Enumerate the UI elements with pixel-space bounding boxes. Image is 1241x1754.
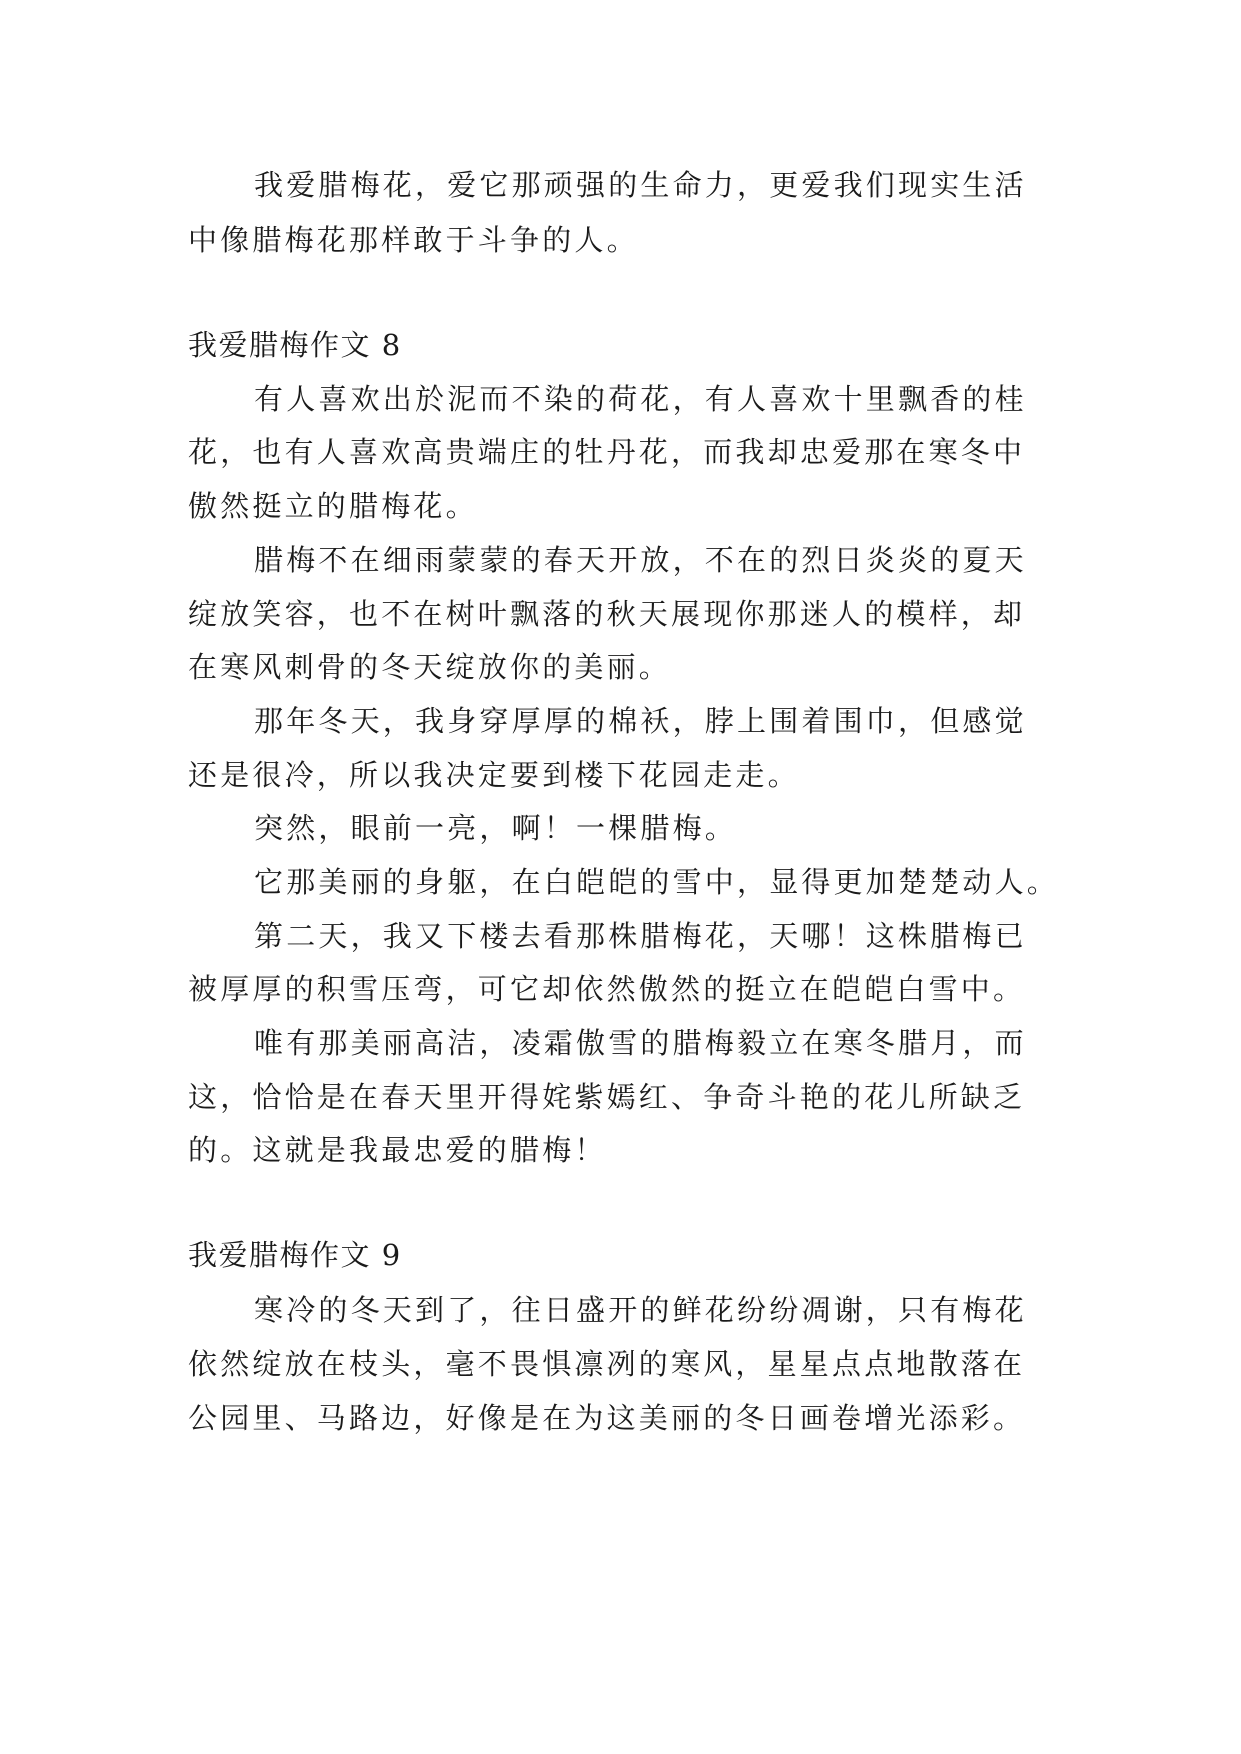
paragraph-line: 那年冬天，我身穿厚厚的棉袄，脖上围着围巾，但感觉 — [254, 704, 1027, 738]
paragraph-line: 公园里、马路边，好像是在为这美丽的冬日画卷增光添彩。 — [188, 1401, 1026, 1435]
paragraph-line: 突然，眼前一亮，啊！一棵腊梅。 — [254, 811, 738, 845]
paragraph-line: 我爱腊梅花，爱它那顽强的生命力，更爱我们现实生活 — [254, 168, 1027, 202]
paragraph-line: 这，恰恰是在春天里开得姹紫嫣红、争奇斗艳的花儿所缺乏 — [188, 1080, 1026, 1114]
paragraph-line: 有人喜欢出於泥而不染的荷花，有人喜欢十里飘香的桂 — [254, 382, 1027, 416]
paragraph-line: 花，也有人喜欢高贵端庄的牡丹花，而我却忠爱那在寒冬中 — [188, 435, 1026, 469]
paragraph-line: 的。这就是我最忠爱的腊梅！ — [188, 1133, 607, 1167]
section-heading: 我爱腊梅作文 8 — [188, 328, 402, 362]
section-heading: 我爱腊梅作文 9 — [188, 1238, 402, 1272]
paragraph-line: 唯有那美丽高洁，凌霜傲雪的腊梅毅立在寒冬腊月，而 — [254, 1026, 1027, 1060]
paragraph-line: 第二天，我又下楼去看那株腊梅花，天哪！这株腊梅已 — [254, 919, 1027, 953]
paragraph-line: 腊梅不在细雨蒙蒙的春天开放，不在的烈日炎炎的夏天 — [254, 543, 1027, 577]
paragraph-line: 它那美丽的身躯，在白皑皑的雪中，显得更加楚楚动人。 — [254, 865, 1060, 899]
paragraph-line: 寒冷的冬天到了，往日盛开的鲜花纷纷凋谢，只有梅花 — [254, 1293, 1027, 1327]
paragraph-line: 在寒风刺骨的冬天绽放你的美丽。 — [188, 650, 672, 684]
paragraph-line: 依然绽放在枝头，毫不畏惧凛冽的寒风，星星点点地散落在 — [188, 1347, 1026, 1381]
paragraph-line: 被厚厚的积雪压弯，可它却依然傲然的挺立在皑皑白雪中。 — [188, 972, 1026, 1006]
paragraph-line: 中像腊梅花那样敢于斗争的人。 — [188, 223, 639, 257]
paragraph-line: 还是很冷，所以我决定要到楼下花园走走。 — [188, 758, 800, 792]
paragraph-line: 傲然挺立的腊梅花。 — [188, 489, 478, 523]
paragraph-line: 绽放笑容，也不在树叶飘落的秋天展现你那迷人的模样，却 — [188, 597, 1026, 631]
